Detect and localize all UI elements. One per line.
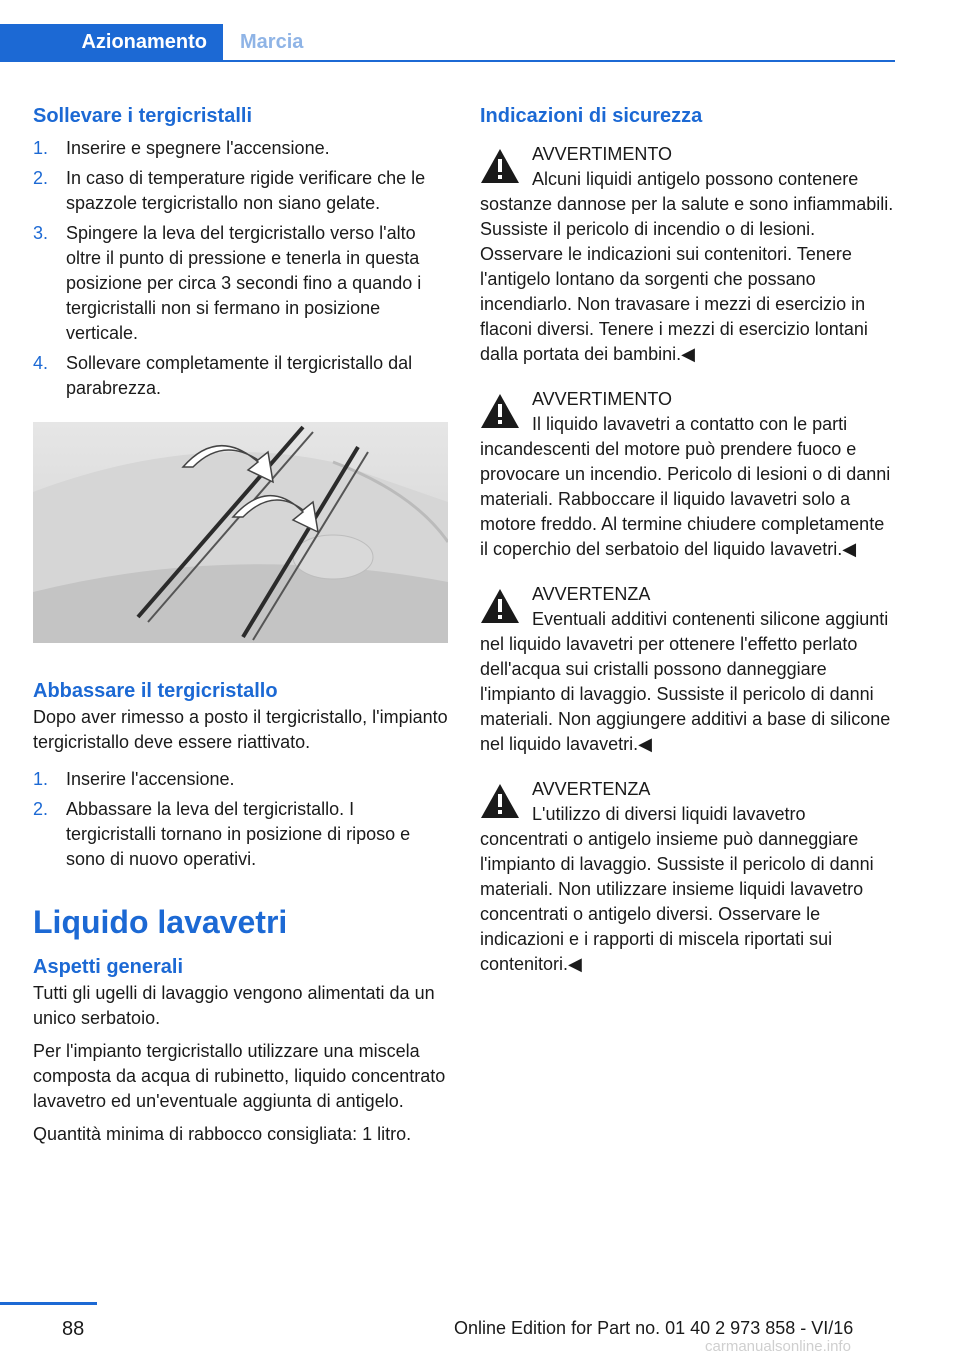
paragraph: Tutti gli ugelli di lavaggio vengono alimentati da un unico serbatoio. — [33, 983, 435, 1028]
warning-text: Il liquido lavavetri a contatto con le parti incandescenti del motore può prendere fuoco e provocare un incendio. Pericolo di lesioni o di danni materiali. Rabboccare il liquido lavavetri solo a motore freddo. Al termine chiudere completamente il coperchio del serbatoio del liquido lavavetri.◀ — [480, 414, 891, 559]
warning-block — [480, 777, 896, 977]
step-text: Inserire e spegnere l'accensione. — [66, 138, 330, 158]
step-number: 4. — [33, 353, 49, 373]
paragraph: Per l'impianto tergicristallo utilizzare una miscela composta da acqua di rubinetto, liquido concentrato lavavetro ed un'eventuale aggiunta di antigelo. — [33, 1041, 446, 1111]
section-intro: Dopo aver rimesso a posto il tergicristallo, l'impianto tergicristallo deve essere riattivato. — [33, 707, 448, 752]
section-title-sicurezza: Indicazioni di sicurezza — [480, 105, 703, 127]
list-item — [33, 351, 448, 401]
steps-sollevare — [33, 136, 448, 401]
warning-block — [480, 387, 896, 562]
wiper-illustration — [33, 422, 448, 643]
list-item — [33, 221, 448, 346]
page-header — [0, 0, 895, 62]
page-number: 88 — [62, 1318, 85, 1340]
warning-label: AVVERTIMENTO — [532, 144, 673, 164]
edition-text: Online Edition for Part no. 01 40 2 973 858 - VI/16 — [454, 1318, 854, 1338]
list-item — [33, 136, 448, 161]
warning-block — [480, 142, 896, 367]
warning-icon — [480, 588, 520, 624]
list-item — [33, 166, 448, 216]
section-title-sollevare: Sollevare i tergicristalli — [33, 105, 252, 127]
warning-block — [480, 582, 896, 757]
step-number: 1. — [33, 769, 49, 789]
watermark: carmanualsonline.info — [705, 1338, 851, 1355]
warning-label: AVVERTENZA — [532, 779, 651, 799]
header-divider — [0, 60, 895, 62]
step-text: Sollevare completamente il tergicristallo dal parabrezza. — [66, 353, 413, 398]
step-number: 3. — [33, 223, 49, 243]
step-number: 2. — [33, 168, 49, 188]
steps-abbassare — [33, 767, 448, 872]
step-text: In caso di temperature rigide verificare che le spazzole tergicristallo non siano gelate. — [66, 168, 426, 213]
list-item — [33, 767, 448, 792]
step-number: 1. — [33, 138, 49, 158]
list-item — [33, 797, 448, 872]
step-text: Inserire l'accensione. — [66, 769, 235, 789]
left-column — [33, 103, 448, 1147]
subsection-title-aspetti-generali: Aspetti generali — [33, 956, 184, 978]
warning-label: AVVERTIMENTO — [532, 389, 673, 409]
section-title-abbassare: Abbassare il tergicristallo — [33, 680, 278, 702]
warning-icon — [480, 783, 520, 819]
warning-text: L'utilizzo di diversi liquidi lavavetro concentrati o antigelo insieme può danneggiare l'impianto di lavaggio. Sussiste il pericolo di danni materiali. Non utilizzare insieme liquidi lavavetro concentrati o antigelo diversi. Osservare le indicazioni e i rapporti di miscela riportati sui contenitori.◀ — [480, 804, 874, 974]
paragraph: Quantità minima di rabbocco consigliata: 1 litro. — [33, 1124, 412, 1144]
tab-azionamento[interactable]: Azionamento — [0, 24, 223, 61]
warning-icon — [480, 148, 520, 184]
warning-text: Alcuni liquidi antigelo possono contenere sostanze dannose per la salute e sono infiammabili. Sussiste il pericolo di incendio o di lesioni. Osservare le indicazioni sui contenitori. Tenere l'antigelo lontano da sorgenti che possano incendiarlo. Non travasare i mezzi di esercizio in flaconi diversi. Tenere i mezzi di esercizio lontani dalla portata dei bambini.◀ — [480, 169, 894, 364]
step-text: Spingere la leva del tergicristallo verso l'alto oltre il punto di pressione e tenerla in questa posizione per circa 3 secondi fino a quando i tergicristalli non si fermano in posizione verticale. — [66, 223, 422, 343]
step-number: 2. — [33, 799, 49, 819]
tab-marcia[interactable]: Marcia — [240, 31, 304, 53]
warning-text: Eventuali additivi contenenti silicone aggiunti nel liquido lavavetri per ottenere l'effetto perlato dell'acqua sui cristalli possono danneggiare l'impianto di lavaggio. Sussiste il pericolo di danni materiali. Non aggiungere additivi a base di silicone nel liquido lavavetri.◀ — [480, 609, 891, 754]
warning-label: AVVERTENZA — [532, 584, 651, 604]
step-text: Abbassare la leva del tergicristallo. I tergicristalli tornano in posizione di riposo e sono di nuovo operativi. — [66, 799, 411, 869]
warning-icon — [480, 393, 520, 429]
main-title-liquido-lavavetri: Liquido lavavetri — [33, 904, 288, 940]
footer-divider — [0, 1302, 97, 1305]
right-column — [480, 103, 896, 977]
